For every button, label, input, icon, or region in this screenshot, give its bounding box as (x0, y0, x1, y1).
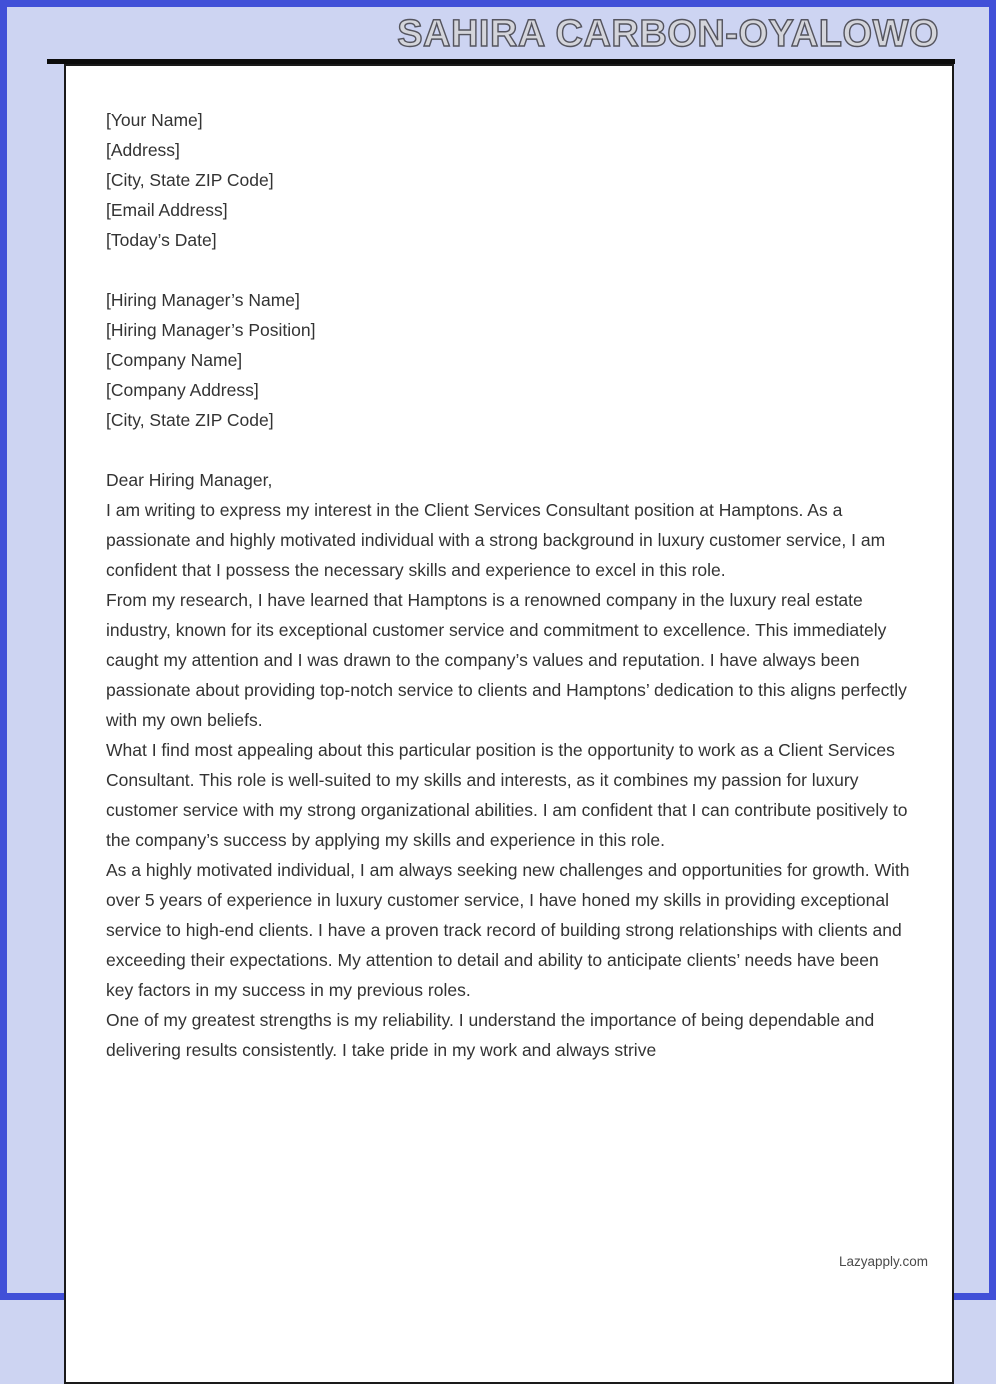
sender-line: [Email Address] (106, 200, 228, 220)
letter-paragraph: I am writing to express my interest in the Client Services Consultant position at Hamptons. As a passionate and highly motivated individual with a strong background in luxury customer service, I am confident that I possess the necessary skills and experience to excel in this role. (106, 500, 886, 580)
watermark: Lazyapply.com (836, 1253, 931, 1271)
sender-line: [Today’s Date] (106, 230, 217, 250)
recipient-line: [City, State ZIP Code] (106, 410, 274, 430)
header (7, 7, 989, 59)
letter-page (64, 64, 954, 1384)
letter-paragraph: As a highly motivated individual, I am always seeking new challenges and opportunities for growth. With over 5 years of experience in luxury customer service, I have honed my skills in providing exceptional service to high-end clients. I have a proven track record of building strong relationships with clients and exceeding their expectations. My attention to detail and ability to anticipate clients’ needs have been key factors in my success in my previous roles. (106, 860, 910, 1000)
sender-line: [City, State ZIP Code] (106, 170, 274, 190)
recipient-line: [Hiring Manager’s Position] (106, 320, 316, 340)
sender-block (106, 105, 910, 255)
salutation: Dear Hiring Manager, (106, 470, 273, 490)
brand-title: SAHIRA CARBON-OYALOWO (397, 13, 939, 55)
recipient-line: [Company Address] (106, 380, 259, 400)
sender-line: [Address] (106, 140, 180, 160)
recipient-block (106, 285, 910, 435)
recipient-line: [Hiring Manager’s Name] (106, 290, 300, 310)
sender-line: [Your Name] (106, 110, 203, 130)
recipient-line: [Company Name] (106, 350, 243, 370)
letter-paragraph: What I find most appealing about this particular position is the opportunity to work as a Client Services Consultant. This role is well-suited to my skills and interests, as it combines my passion for luxury customer service with my strong organizational abilities. I am confident that I can contribute positively to the company’s success by applying my skills and experience in this role. (106, 740, 908, 850)
letter-paragraph: From my research, I have learned that Hamptons is a renowned company in the luxury real estate industry, known for its exceptional customer service and commitment to excellence. This immediately caught my attention and I was drawn to the company’s values and reputation. I have always been passionate about providing top-notch service to clients and Hamptons’ dedication to this aligns perfectly with my own beliefs. (106, 590, 907, 730)
letter-paragraph: One of my greatest strengths is my reliability. I understand the importance of being dependable and delivering results consistently. I take pride in my work and always strive (106, 1010, 875, 1060)
